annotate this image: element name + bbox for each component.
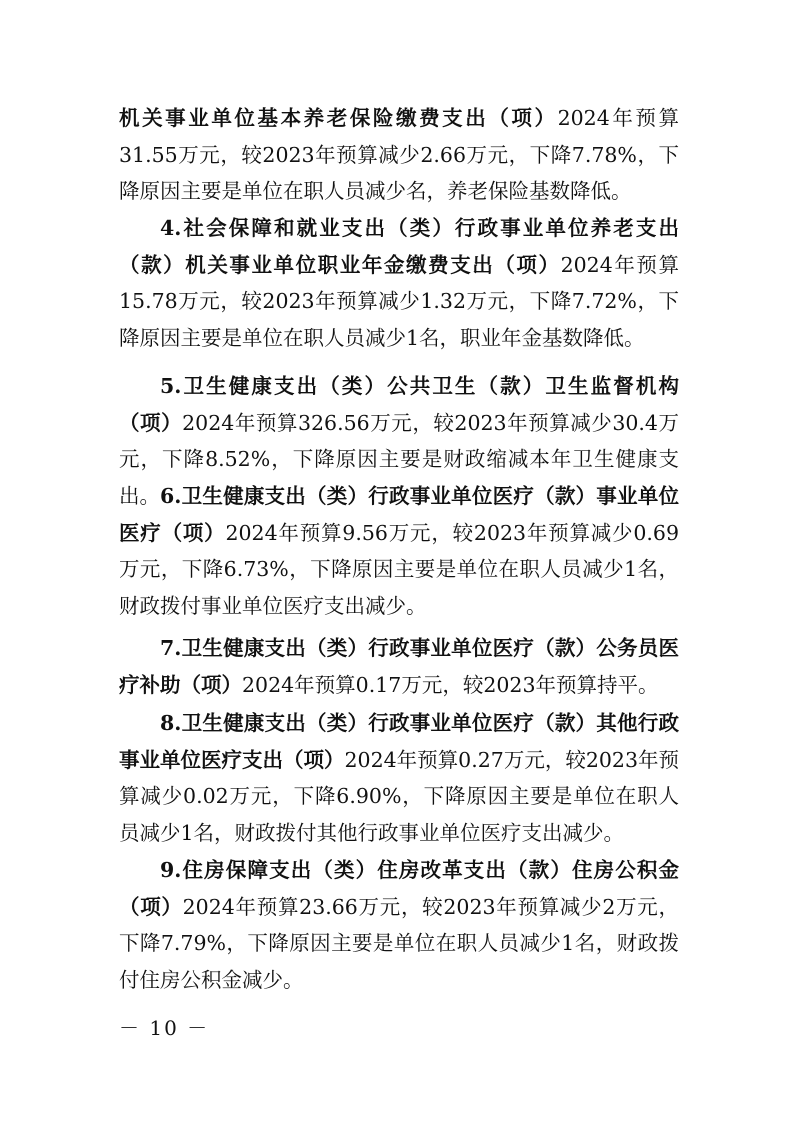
paragraph-body: 2024年预算0.27万元，较2023年预算减少0.02万元，下降6.90%，下降原因主要是单位在职人员减少1名，财政拨付其他行政事业单位医疗支出减少。 [119, 747, 679, 845]
paragraph-body: 2024年预算23.66万元，较2023年预算减少2万元，下降7.79%，下降原因主要是单位在职人员减少1名，财政拨付住房公积金减少。 [119, 894, 680, 992]
paragraph-housing-fund [119, 852, 679, 998]
paragraph-body: 2024年预算326.56万元，较2023年预算减少30.4万元，下降8.52%，下降原因主要是财政缩减本年卫生健康支出。 [119, 410, 679, 508]
paragraph-body: 2024年预算0.17万元，较2023年预算持平。 [242, 672, 659, 697]
paragraph-heading: 4.社会保障和就业支出（类）行政事业单位养老支出（款）机关事业单位职业年金缴费支出（项） [119, 216, 679, 277]
paragraph-occupational-annuity [119, 210, 679, 356]
paragraph-heading: 9.住房保障支出（类）住房改革支出（款）住房公积金（项） [119, 858, 679, 919]
paragraph-body: 2024年预算31.55万元，较2023年预算减少2.66万元，下降7.78%，下降原因主要是单位在职人员减少名，养老保险基数降低。 [119, 106, 679, 203]
paragraph-civil-servant-medical [119, 630, 679, 703]
paragraph-other-medical [119, 705, 679, 851]
paragraph-heading: 5.卫生健康支出（类）公共卫生（款）卫生监督机构（项） [119, 374, 679, 435]
paragraph-heading: 机关事业单位基本养老保险缴费支出（项） [119, 106, 558, 130]
paragraph-body: 2024年预算15.78万元，较2023年预算减少1.32万元，下降7.72%，下降原因主要是单位在职人员减少1名，职业年金基数降低。 [119, 252, 680, 350]
paragraph-heading: 7.卫生健康支出（类）行政事业单位医疗（款）公务员医疗补助（项） [119, 636, 679, 697]
paragraph-heading: 6.卫生健康支出（类）行政事业单位医疗（款）事业单位医疗（项） [119, 484, 679, 545]
paragraph-heading: 8.卫生健康支出（类）行政事业单位医疗（款）其他行政事业单位医疗支出（项） [119, 711, 679, 772]
page-number: － 10 － [119, 1016, 210, 1040]
paragraph-body: 2024年预算9.56万元，较2023年预算减少0.69万元，下降6.73%，下降原因主要是单位在职人员减少1名，财政拨付事业单位医疗支出减少。 [119, 520, 679, 618]
paragraph-institution-medical [119, 478, 679, 624]
paragraph-pension-insurance [119, 100, 679, 210]
